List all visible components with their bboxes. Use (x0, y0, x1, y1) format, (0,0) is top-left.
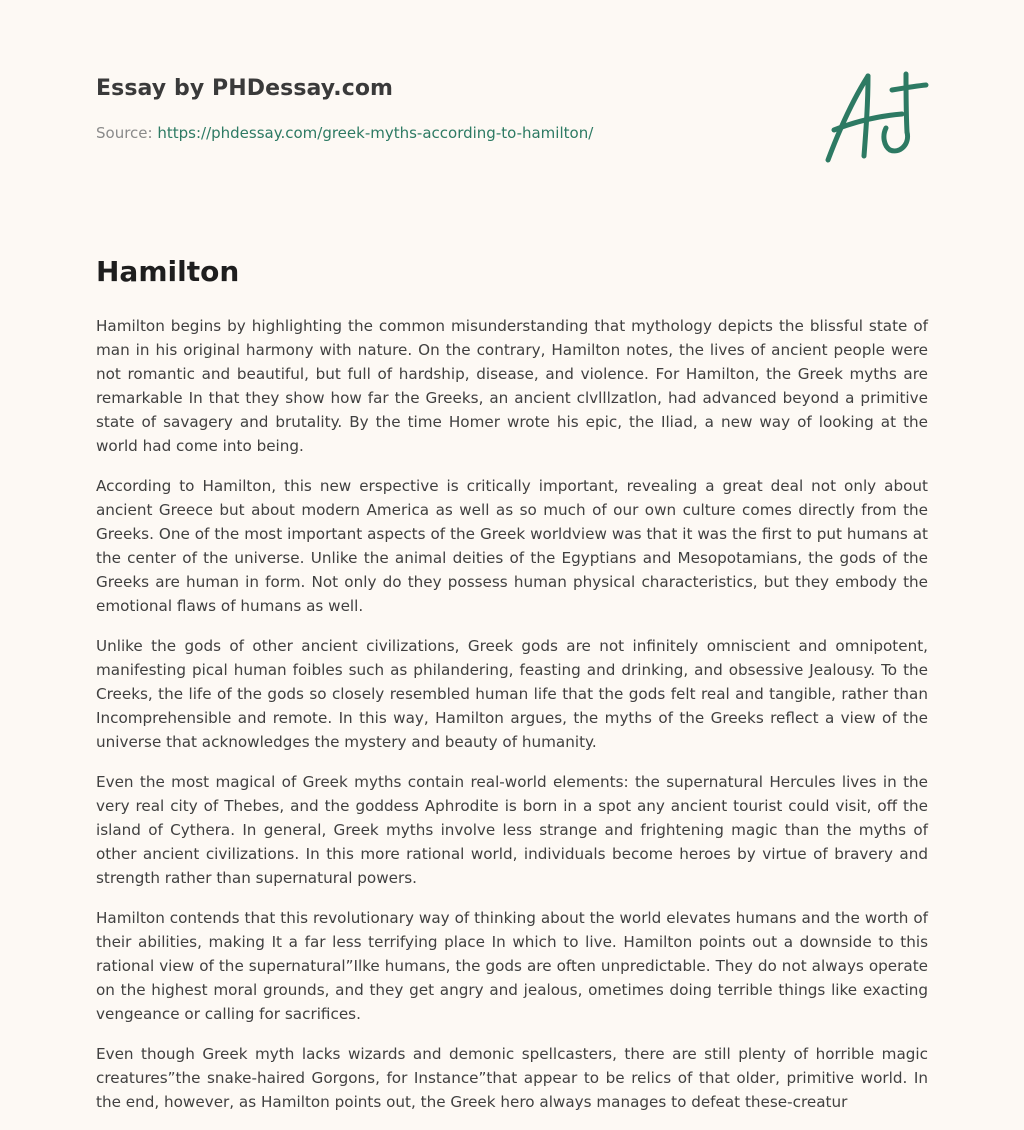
source-link[interactable]: https://phdessay.com/greek-myths-according-to-hamilton/ (157, 124, 594, 142)
essay-title: Hamilton (96, 255, 240, 288)
essay-paragraph: According to Hamilton, this new erspective is critically important, revealing a great deal not only about ancient Greece but about modern America as well as so much of our own culture comes directly from the Greeks. One of the most important aspects of the Greek worldview was that it was the first to put humans at the center of the universe. Unlike the animal deities of the Egyptians and Mesopotamians, the gods of the Greeks are human in form. Not only do they possess human physical characteristics, but they embody the emotional flaws of humans as well. (96, 477, 928, 615)
site-title: Essay by PHDessay.com (96, 76, 394, 101)
essay-paragraph: Even though Greek myth lacks wizards and demonic spellcasters, there are still plenty of horrible magic creatures”the snake-haired Gorgons, for Instance”that appear to be relics of that older, primitive world. In the end, however, as Hamilton points out, the Greek hero always manages to defeat these-creatur (96, 1045, 928, 1111)
essay-paragraph: Even the most magical of Greek myths contain real-world elements: the supernatural Hercules lives in the very real city of Thebes, and the goddess Aphrodite is born in a spot any ancient tourist could visit, off the island of Cythera. In general, Greek myths involve less strange and frightening magic than the myths of other ancient civilizations. In this more rational world, individuals become heroes by virtue of bravery and strength rather than supernatural powers. (96, 773, 928, 887)
source-label: Source: (96, 124, 153, 142)
essay-paragraph: Hamilton begins by highlighting the common misunderstanding that mythology depicts the blissful state of man in his original harmony with nature. On the contrary, Hamilton notes, the lives of ancient people were not romantic and beautiful, but full of hardship, disease, and violence. For Hamilton, the Greek myths are remarkable In that they show how far the Greeks, an ancient clvlllzatlon, had advanced beyond a primitive state of savagery and brutality. By the time Homer wrote his epic, the Iliad, a new way of looking at the world had come into being. (96, 317, 928, 455)
essay-page (96, 0, 928, 1111)
essay-paragraph: Unlike the gods of other ancient civilizations, Greek gods are not infinitely omniscient and omnipotent, manifesting pical human foibles such as philandering, feasting and drinking, and obsessive Jealousy. To the Creeks, the life of the gods so closely resembled human life that the gods felt real and tangible, rather than Incomprehensible and remote. In this way, Hamilton argues, the myths of the Greeks reflect a view of the universe that acknowledges the mystery and beauty of humanity. (96, 637, 928, 751)
essay-body (96, 314, 928, 1130)
essay-paragraph: Hamilton contends that this revolutionary way of thinking about the world elevates humans and the worth of their abilities, making It a far less terrifying place In which to live. Hamilton points out a downside to this rational view of the supernatural”Ilke humans, the gods are often unpredictable. They do not always operate on the highest moral grounds, and they get angry and jealous, ometimes doing terrible things like exacting vengeance or calling for sacrifices. (96, 909, 928, 1023)
page-header (96, 0, 928, 200)
source-line (96, 124, 593, 142)
a-plus-icon (820, 64, 930, 168)
